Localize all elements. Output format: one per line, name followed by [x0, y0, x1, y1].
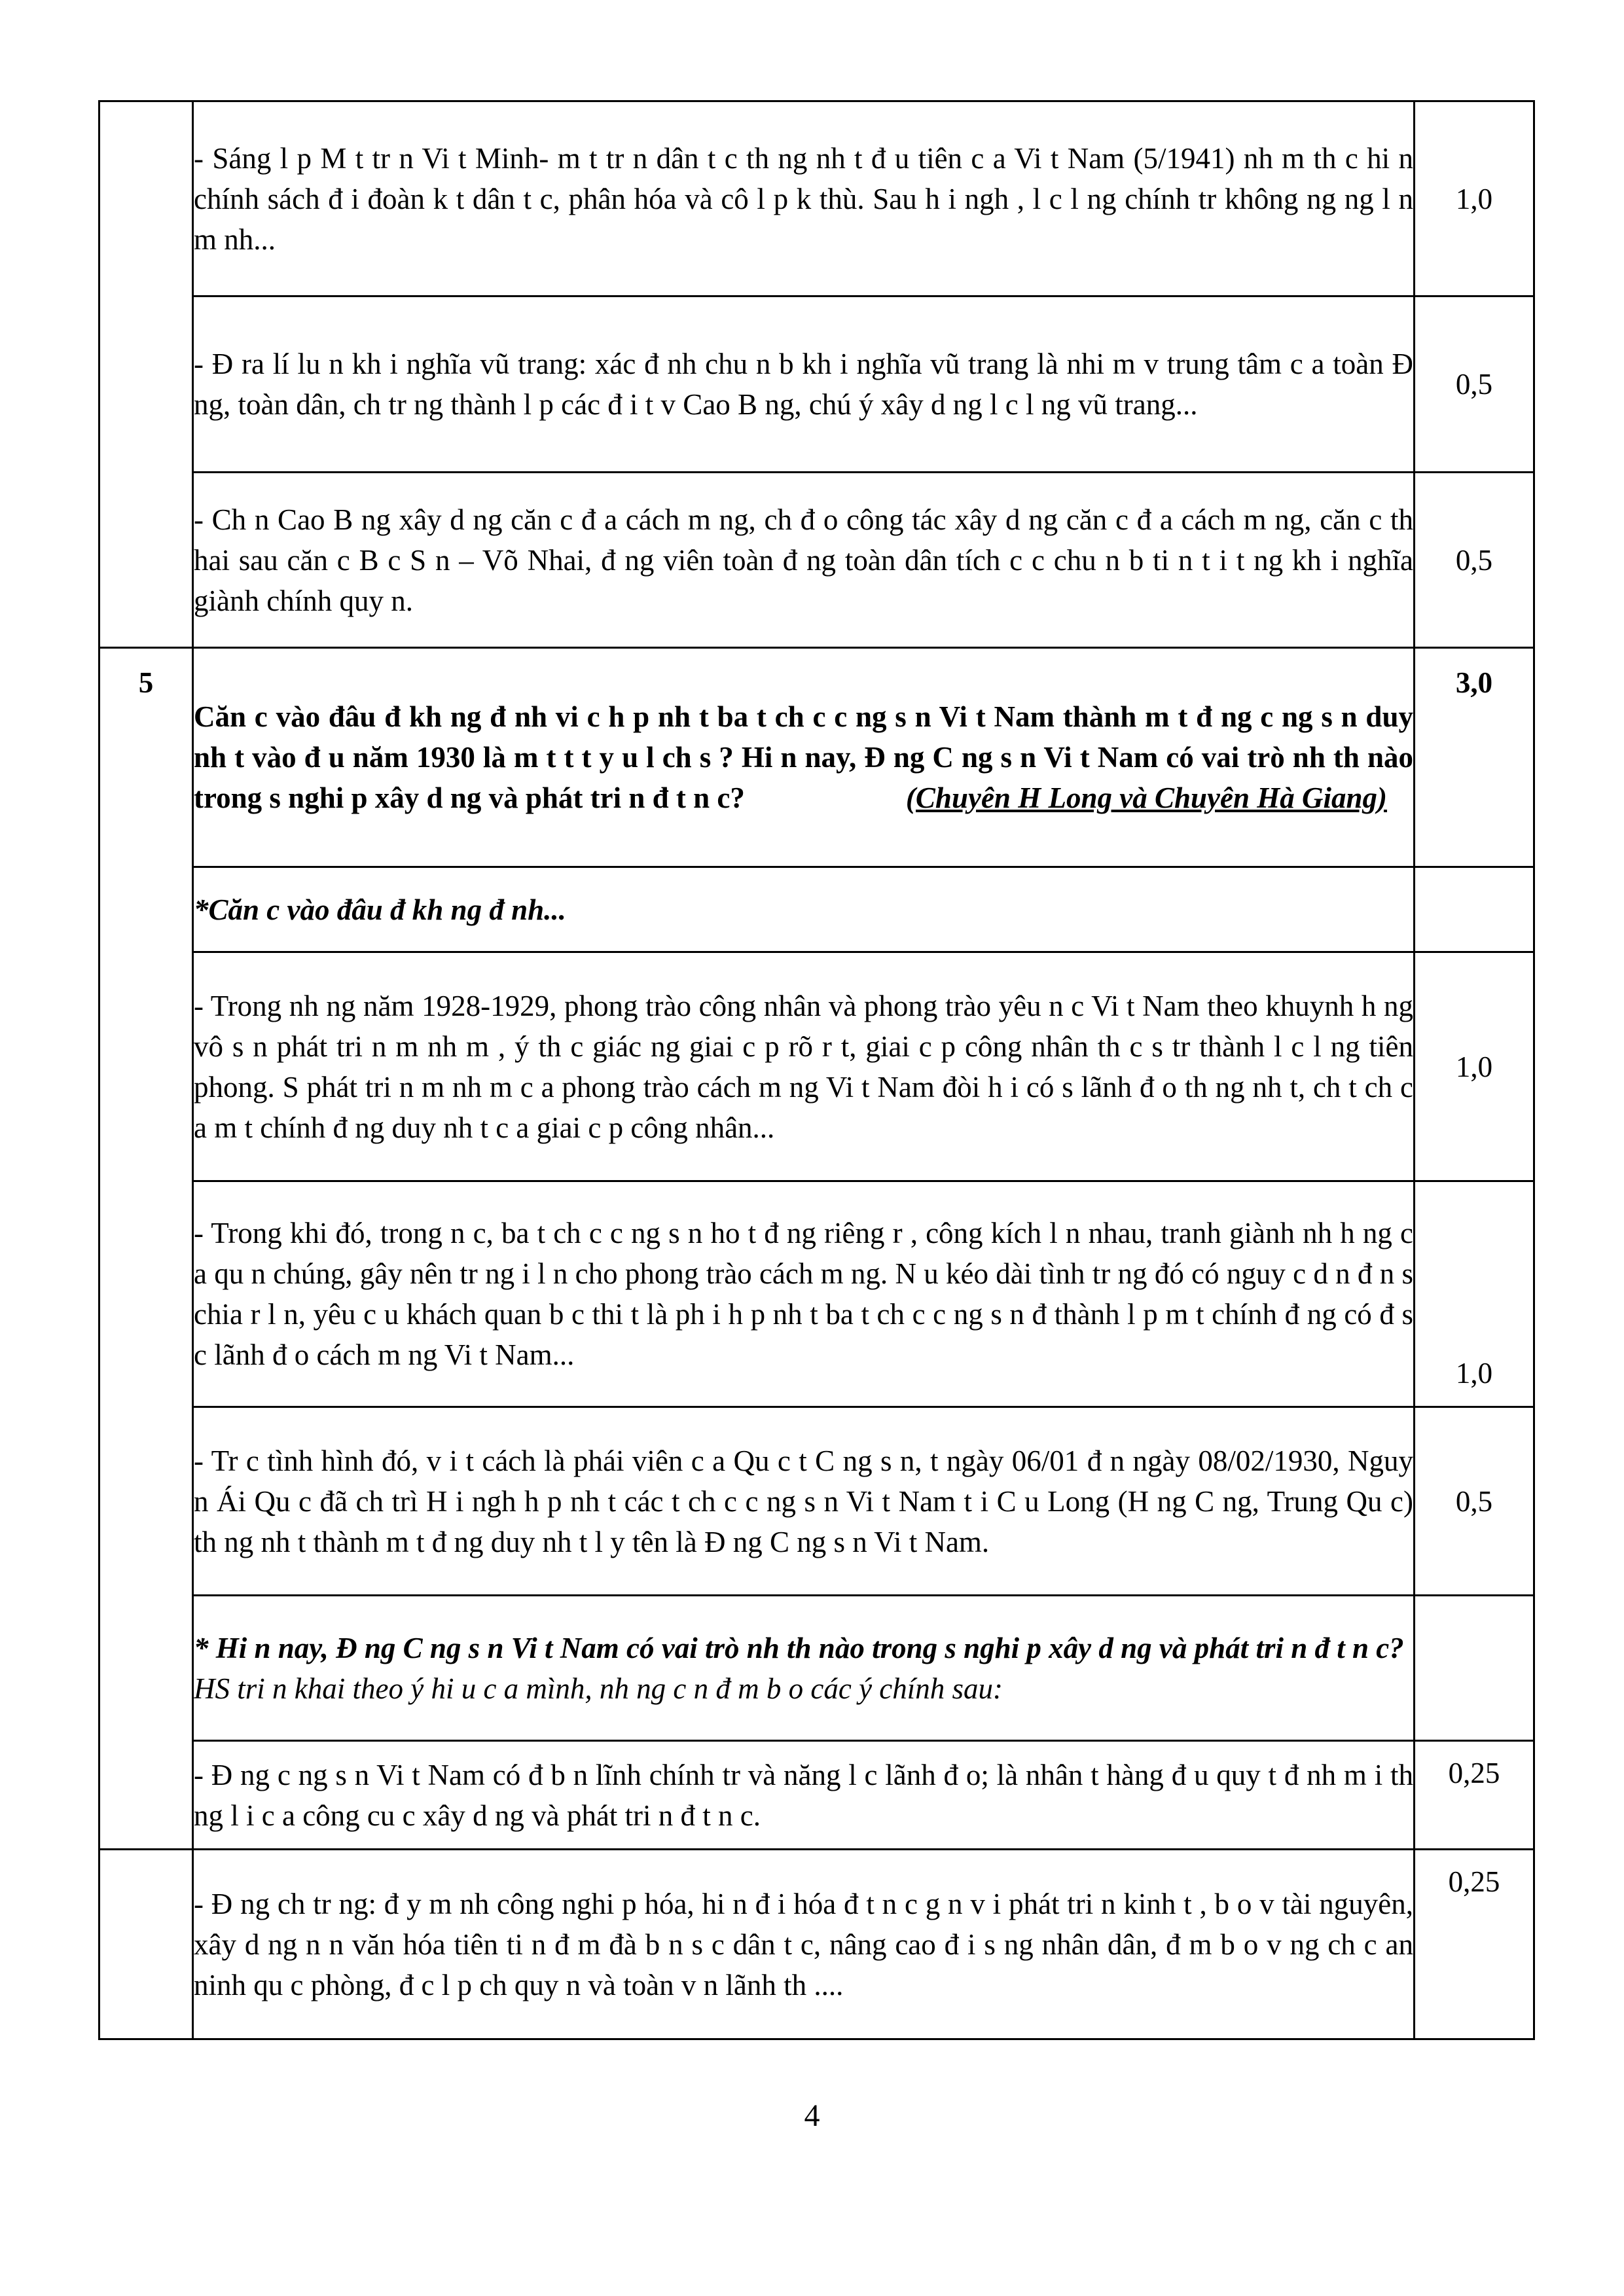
answer-text: - Tr c tình hình đó, v i t cách là phái viên c a Qu c t C ng s n, t ngày 06/01 đ n ngày 08/02/1930, Nguy n Ái Qu c đã ch trì H i ngh h p nh t các t ch c c ng s n Vi t Nam t i C u Long (H ng C ng, Trung Qu c) th ng nh t thành m t đ ng duy nh t l y tên là Đ ng C ng s n Vi t Nam.: [193, 1407, 1415, 1596]
score-cell: 0,25: [1415, 1850, 1534, 2039]
question-number: 5: [99, 648, 193, 1850]
section-heading: * Hi n nay, Đ ng C ng s n Vi t Nam có vai trò nh th nào trong s nghi p xây d ng và phát tri n đ t n c?: [194, 1631, 1404, 1664]
answer-table: [98, 100, 1535, 2040]
answer-text: - Đ ng ch tr ng: đ y m nh công nghi p hóa, hi n đ i hóa đ t n c g n v i phát tri n kinh t , b o v tài nguyên, xây d ng n n văn hóa tiên ti n đ m đà b n s c dân t c, nâng cao đ i s ng nhân dân, đ m b o v ng ch c an ninh qu c phòng, đ c l p ch quy n và toàn v n lãnh th ....: [193, 1850, 1415, 2039]
score-cell-empty: [1415, 867, 1534, 952]
answer-text: - Đ ra lí lu n kh i nghĩa vũ trang: xác đ nh chu n b kh i nghĩa vũ trang là nhi m v trung tâm c a toàn Đ ng, toàn dân, ch tr ng thành l p các đ i t v Cao B ng, chú ý xây d ng l c l ng vũ trang...: [193, 296, 1415, 473]
table-row: [99, 1407, 1534, 1596]
section-heading-row: [99, 867, 1534, 952]
answer-text: - Trong khi đó, trong n c, ba t ch c c ng s n ho t đ ng riêng r , công kích l n nhau, tranh giành nh h ng c a qu n chúng, gây nên tr ng i l n cho phong trào cách m ng. N u kéo dài tình tr ng đó có nguy c d n đ n s chia r l n, yêu c u khách quan b c thi t là ph i h p nh t ba t ch c c ng s n đ thành l p m t chính đ ng có đ s c lãnh đ o cách m ng Vi t Nam...: [193, 1181, 1415, 1407]
table-row: [99, 1741, 1534, 1850]
score-cell: 0,5: [1415, 1407, 1534, 1596]
score-cell: 1,0: [1415, 952, 1534, 1181]
section-heading: *Căn c vào đâu đ kh ng đ nh...: [193, 867, 1415, 952]
number-cell-empty: [99, 101, 193, 648]
question-source: (Chuyên H Long và Chuyên Hà Giang): [905, 781, 1387, 814]
table-row: [99, 296, 1534, 473]
answer-text: - Trong nh ng năm 1928-1929, phong trào công nhân và phong trào yêu n c Vi t Nam theo khuynh h ng vô s n phát tri n m nh m , ý th c giác ng giai c p rõ r t, giai c p công nhân th c s tr thành l c l ng tiên phong. S phát tri n m nh m c a phong trào cách m ng Vi t Nam đòi h i có s lãnh đ o th ng nh t, ch t ch c a m t chính đ ng duy nh t c a giai c p công nhân...: [193, 952, 1415, 1181]
answer-text: - Đ ng c ng s n Vi t Nam có đ b n lĩnh chính tr và năng l c lãnh đ o; là nhân t hàng đ u quy t đ nh m i th ng l i c a công cu c xây d ng và phát tri n đ t n c.: [193, 1741, 1415, 1850]
answer-text: - Sáng l p M t tr n Vi t Minh- m t tr n dân t c th ng nh t đ u tiên c a Vi t Nam (5/1941) nh m th c hi n chính sách đ i đoàn k t dân t c, phân hóa và cô l p k thù. Sau h i ngh , l c l ng chính tr không ng ng l n m nh...: [193, 101, 1415, 296]
question-row: [99, 648, 1534, 867]
score-cell: 0,25: [1415, 1741, 1534, 1850]
score-cell-empty: [1415, 1596, 1534, 1741]
score-cell: 0,5: [1415, 473, 1534, 648]
section-heading-block: [193, 1596, 1415, 1741]
score-cell: 1,0: [1415, 1181, 1534, 1407]
score-cell: 1,0: [1415, 101, 1534, 296]
table-row: [99, 1850, 1534, 2039]
table-row: [99, 952, 1534, 1181]
question-text: [193, 648, 1415, 867]
table-row: [99, 1181, 1534, 1407]
question-total-score: 3,0: [1415, 648, 1534, 867]
score-cell: 0,5: [1415, 296, 1534, 473]
number-cell-empty: [99, 1850, 193, 2039]
answer-table-sheet: [98, 100, 1533, 2040]
table-row: [99, 101, 1534, 296]
section-heading-row: [99, 1596, 1534, 1741]
page-number: 4: [804, 2098, 820, 2133]
question-body: Căn c vào đâu đ kh ng đ nh vi c h p nh t ba t ch c c ng s n Vi t Nam thành m t đ ng c ng s n duy nh t vào đ u năm 1930 là m t t t y u l ch s ? Hi n nay, Đ ng C ng s n Vi t Nam có vai trò nh th nào trong s nghi p xây d ng và phát tri n đ t n c?: [194, 700, 1413, 814]
instruction-note: HS tri n khai theo ý hi u c a mình, nh ng c n đ m b o các ý chính sau:: [194, 1672, 1003, 1705]
table-row: [99, 473, 1534, 648]
answer-text: - Ch n Cao B ng xây d ng căn c đ a cách m ng, ch đ o công tác xây d ng căn c đ a cách m ng, căn c th hai sau căn c B c S n – Võ Nhai, đ ng viên toàn đ ng toàn dân tích c c chu n b ti n t i t ng kh i nghĩa giành chính quy n.: [193, 473, 1415, 648]
